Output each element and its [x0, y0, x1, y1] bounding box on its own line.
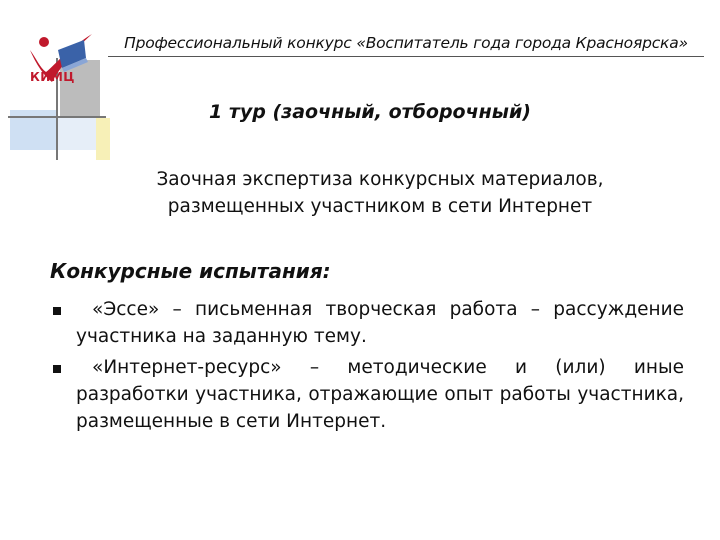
list-item [50, 354, 684, 435]
slide-subtitle [100, 166, 660, 220]
slide-title: 1 тур (заочный, отборочный) [209, 101, 531, 123]
bullet-list [50, 296, 684, 439]
square-bullet-icon [53, 307, 61, 315]
subtitle-line-1: Заочная экспертиза конкурсных материалов, [156, 169, 604, 190]
decor-horizontal-line [8, 116, 106, 118]
list-item [50, 296, 684, 350]
header-underline [108, 56, 704, 57]
decor-lightblue-block [56, 118, 96, 150]
section-heading: Конкурсные испытания: [50, 259, 331, 283]
decor-yellow-block [96, 118, 110, 160]
list-item-text: «Эссе» – письменная творческая работа – рассуждение участника на заданную тему. [76, 299, 684, 347]
list-item-text: «Интернет-ресурс» – методические и (или) иные разработки участника, отражающие опыт работы участника, размещенные в сети Интернет. [76, 357, 684, 432]
header-title: Профессиональный конкурс «Воспитатель года города Красноярска» [124, 34, 688, 52]
square-bullet-icon [53, 365, 61, 373]
subtitle-line-2: размещенных участником в сети Интернет [167, 196, 593, 217]
logo-text: КИМЦ [30, 70, 75, 84]
